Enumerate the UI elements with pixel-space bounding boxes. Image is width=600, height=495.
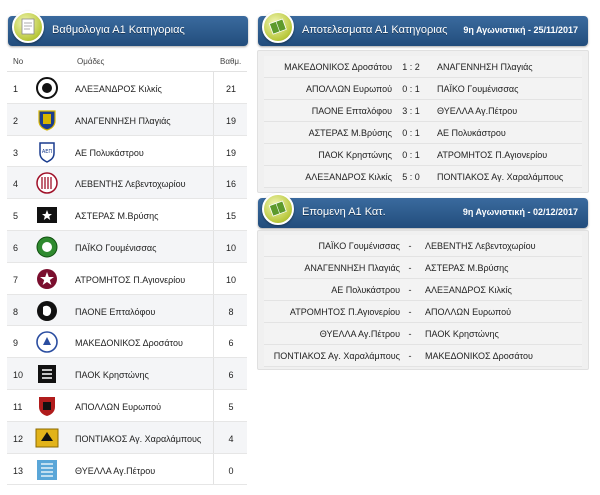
standings-row — [7, 390, 247, 422]
fixture-row[interactable] — [264, 301, 582, 323]
thyella-crest-icon — [35, 458, 59, 482]
ae-polykastrou-crest-icon — [35, 140, 59, 164]
fixture-row[interactable] — [264, 345, 582, 367]
team-link[interactable]: ΠΑΟΝΕ Επταλόφου — [75, 306, 156, 317]
fixture-row[interactable] — [264, 257, 582, 279]
standings-row — [7, 422, 247, 454]
position-number: 3 — [13, 147, 19, 158]
column-divider — [213, 136, 214, 167]
team-link[interactable]: ΑΛΕΞΑΝΔΡΟΣ Κιλκίς — [75, 84, 162, 94]
standings-header — [8, 16, 248, 46]
home-team: ΘΥΕΛΛΑ Αγ.Πέτρου — [319, 329, 400, 339]
position-number: 7 — [13, 274, 19, 285]
position-number: 13 — [13, 465, 24, 476]
column-divider — [213, 263, 214, 294]
away-team: ΑΣΤΕΡΑΣ Μ.Βρύσης — [425, 263, 509, 273]
col-points: Βαθμ. — [220, 57, 242, 66]
svg-text:ΑΕΠ: ΑΕΠ — [41, 148, 53, 155]
results-round: 9η Αγωνιστική - 25/11/2017 — [463, 25, 578, 35]
standings-row — [7, 136, 247, 168]
team-link[interactable]: ΑΤΡΟΜΗΤΟΣ Π.Αγιονερίου — [75, 274, 186, 285]
points-value: 19 — [225, 147, 236, 158]
position-number: 2 — [13, 115, 19, 126]
result-row[interactable] — [264, 166, 582, 188]
standings-row — [7, 295, 247, 327]
points-value: 6 — [228, 370, 234, 381]
team-link[interactable]: ΠΑΪΚΟ Γουμένισσας — [75, 242, 157, 253]
points-value: 0 — [228, 465, 234, 476]
home-team: ΑΛΕΞΑΝΔΡΟΣ Κιλκίς — [305, 172, 392, 182]
result-row[interactable] — [264, 100, 582, 122]
match-separator: - — [408, 285, 412, 295]
alexandros-crest-icon — [35, 76, 59, 100]
team-link[interactable]: ΑΝΑΓΕΝΝΗΣΗ Πλαγιάς — [75, 115, 171, 126]
match-score: 3 : 1 — [402, 106, 420, 116]
asteras-crest-icon — [35, 203, 59, 227]
standings-row — [7, 454, 247, 486]
match-separator: - — [408, 351, 412, 361]
column-divider — [213, 390, 214, 421]
fixtures-header — [258, 198, 588, 228]
points-value: 15 — [225, 211, 236, 222]
makedonikos-crest-icon — [35, 330, 59, 354]
result-row[interactable] — [264, 122, 582, 144]
results-box — [257, 50, 589, 193]
fixture-row[interactable] — [264, 235, 582, 257]
home-team: ΑΠΟΛΛΩΝ Ευρωπού — [305, 84, 392, 94]
fixture-row[interactable] — [264, 323, 582, 345]
away-team: ΑΠΟΛΛΩΝ Ευρωπού — [425, 307, 512, 317]
home-team: ΠΑΟΝΕ Επταλόφου — [311, 106, 392, 116]
column-divider — [213, 231, 214, 262]
home-team: ΜΑΚΕΔΟΝΙΚΟΣ Δροσάτου — [284, 62, 392, 72]
away-team: ΛΕΒΕΝΤΗΣ Λεβεντοχωρίου — [425, 241, 536, 251]
position-number: 1 — [13, 84, 19, 94]
home-team: ΑΝΑΓΕΝΝΗΣΗ Πλαγιάς — [304, 263, 400, 273]
result-row[interactable] — [264, 56, 582, 78]
away-team: ΘΥΕΛΛΑ Αγ.Πέτρου — [437, 106, 518, 116]
away-team: ΜΑΚΕΔΟΝΙΚΟΣ Δροσάτου — [425, 351, 533, 361]
points-value: 10 — [225, 274, 236, 285]
match-score: 0 : 1 — [402, 150, 420, 160]
away-team: ΑΝΑΓΕΝΝΗΣΗ Πλαγιάς — [437, 62, 533, 72]
team-link[interactable]: ΑΕ Πολυκάστρου — [75, 147, 144, 158]
position-number: 8 — [13, 306, 19, 317]
apollon-crest-icon — [35, 394, 59, 418]
standings-row — [7, 167, 247, 199]
match-separator: - — [408, 307, 412, 317]
fixture-row[interactable] — [264, 279, 582, 301]
points-value: 4 — [228, 433, 234, 444]
column-divider — [213, 72, 214, 103]
paok-crest-icon — [35, 362, 59, 386]
team-link[interactable]: ΑΣΤΕΡΑΣ Μ.Βρύσης — [75, 211, 159, 222]
match-separator: - — [408, 263, 412, 273]
team-link[interactable]: ΠΟΝΤΙΑΚΟΣ Αγ. Χαραλάμπους — [75, 433, 202, 444]
match-score: 1 : 2 — [402, 62, 420, 72]
team-link[interactable]: ΘΥΕΛΛΑ Αγ.Πέτρου — [75, 465, 156, 476]
standings-row — [7, 231, 247, 263]
match-separator: - — [408, 329, 412, 339]
anagennisi-crest-icon — [35, 108, 59, 132]
col-position: Νο — [13, 57, 24, 66]
fixtures-box — [257, 230, 589, 370]
points-value: 19 — [225, 115, 236, 126]
pontiakos-crest-icon — [35, 426, 59, 450]
results-title: Αποτελεσματα Α1 Κατηγοριας — [302, 24, 448, 36]
standings-row — [7, 72, 247, 104]
home-team: ΠΟΝΤΙΑΚΟΣ Αγ. Χαραλάμπους — [273, 351, 400, 361]
away-team: ΑΤΡΟΜΗΤΟΣ Π.Αγιονερίου — [437, 150, 548, 160]
away-team: ΠΑΟΚ Κρηστώνης — [425, 329, 499, 339]
away-team: ΑΛΕΞΑΝΔΡΟΣ Κιλκίς — [425, 285, 512, 295]
match-score: 0 : 1 — [402, 128, 420, 138]
points-value: 5 — [228, 401, 234, 412]
col-teams: Ομάδες — [77, 57, 105, 66]
standings-row — [7, 326, 247, 358]
points-value: 8 — [228, 306, 234, 317]
position-number: 4 — [13, 179, 19, 190]
match-separator: - — [408, 241, 412, 251]
pitch-icon — [262, 193, 294, 225]
paone-crest-icon — [35, 299, 59, 323]
paiko-crest-icon — [35, 235, 59, 259]
column-divider — [213, 167, 214, 198]
standings-row — [7, 199, 247, 231]
fixtures-title: Επομενη Α1 Κατ. — [302, 206, 386, 218]
column-divider — [213, 326, 214, 357]
points-value: 10 — [225, 242, 236, 253]
column-divider — [213, 199, 214, 230]
fixtures-round: 9η Αγωνιστική - 02/12/2017 — [462, 207, 578, 217]
standings-table-header — [7, 50, 247, 72]
position-number: 10 — [13, 370, 24, 381]
team-link[interactable]: ΜΑΚΕΔΟΝΙΚΟΣ Δροσάτου — [75, 338, 183, 349]
team-link[interactable]: ΠΑΟΚ Κρηστώνης — [75, 370, 149, 381]
home-team: ΠΑΪΚΟ Γουμένισσας — [318, 241, 400, 251]
standings-row — [7, 263, 247, 295]
away-team: ΠΟΝΤΙΑΚΟΣ Αγ. Χαραλάμπους — [437, 172, 564, 182]
match-score: 0 : 1 — [402, 84, 420, 94]
home-team: ΑΤΡΟΜΗΤΟΣ Π.Αγιονερίου — [289, 307, 400, 317]
standings-table — [7, 50, 247, 485]
position-number: 11 — [13, 401, 23, 412]
result-row[interactable] — [264, 144, 582, 166]
column-divider — [213, 422, 214, 453]
column-divider — [213, 454, 214, 485]
match-score: 5 : 0 — [402, 172, 420, 182]
points-value: 6 — [228, 338, 234, 349]
standings-row — [7, 358, 247, 390]
leventis-crest-icon — [35, 171, 59, 195]
pitch-icon — [262, 11, 294, 43]
position-number: 6 — [13, 242, 19, 253]
home-team: ΑΕ Πολυκάστρου — [331, 285, 400, 295]
position-number: 12 — [13, 433, 24, 444]
home-team: ΑΣΤΕΡΑΣ Μ.Βρύσης — [308, 128, 392, 138]
standings-row — [7, 104, 247, 136]
position-number: 5 — [13, 211, 19, 222]
position-number: 9 — [13, 338, 19, 349]
column-divider — [213, 295, 214, 326]
away-team: ΑΕ Πολυκάστρου — [437, 128, 506, 138]
home-team: ΠΑΟΚ Κρηστώνης — [318, 150, 392, 160]
results-header — [258, 16, 588, 46]
column-divider — [213, 104, 214, 135]
atromitos-crest-icon — [35, 267, 59, 291]
points-value: 16 — [225, 179, 236, 190]
column-divider — [213, 358, 214, 389]
points-value: 21 — [225, 84, 236, 94]
document-icon — [12, 11, 44, 43]
result-row[interactable] — [264, 78, 582, 100]
standings-title: Βαθμολογια Α1 Κατηγοριας — [52, 24, 185, 36]
away-team: ΠΑΪΚΟ Γουμένισσας — [437, 84, 519, 94]
team-link[interactable]: ΑΠΟΛΛΩΝ Ευρωπού — [75, 401, 162, 412]
team-link[interactable]: ΛΕΒΕΝΤΗΣ Λεβεντοχωρίου — [75, 179, 186, 190]
